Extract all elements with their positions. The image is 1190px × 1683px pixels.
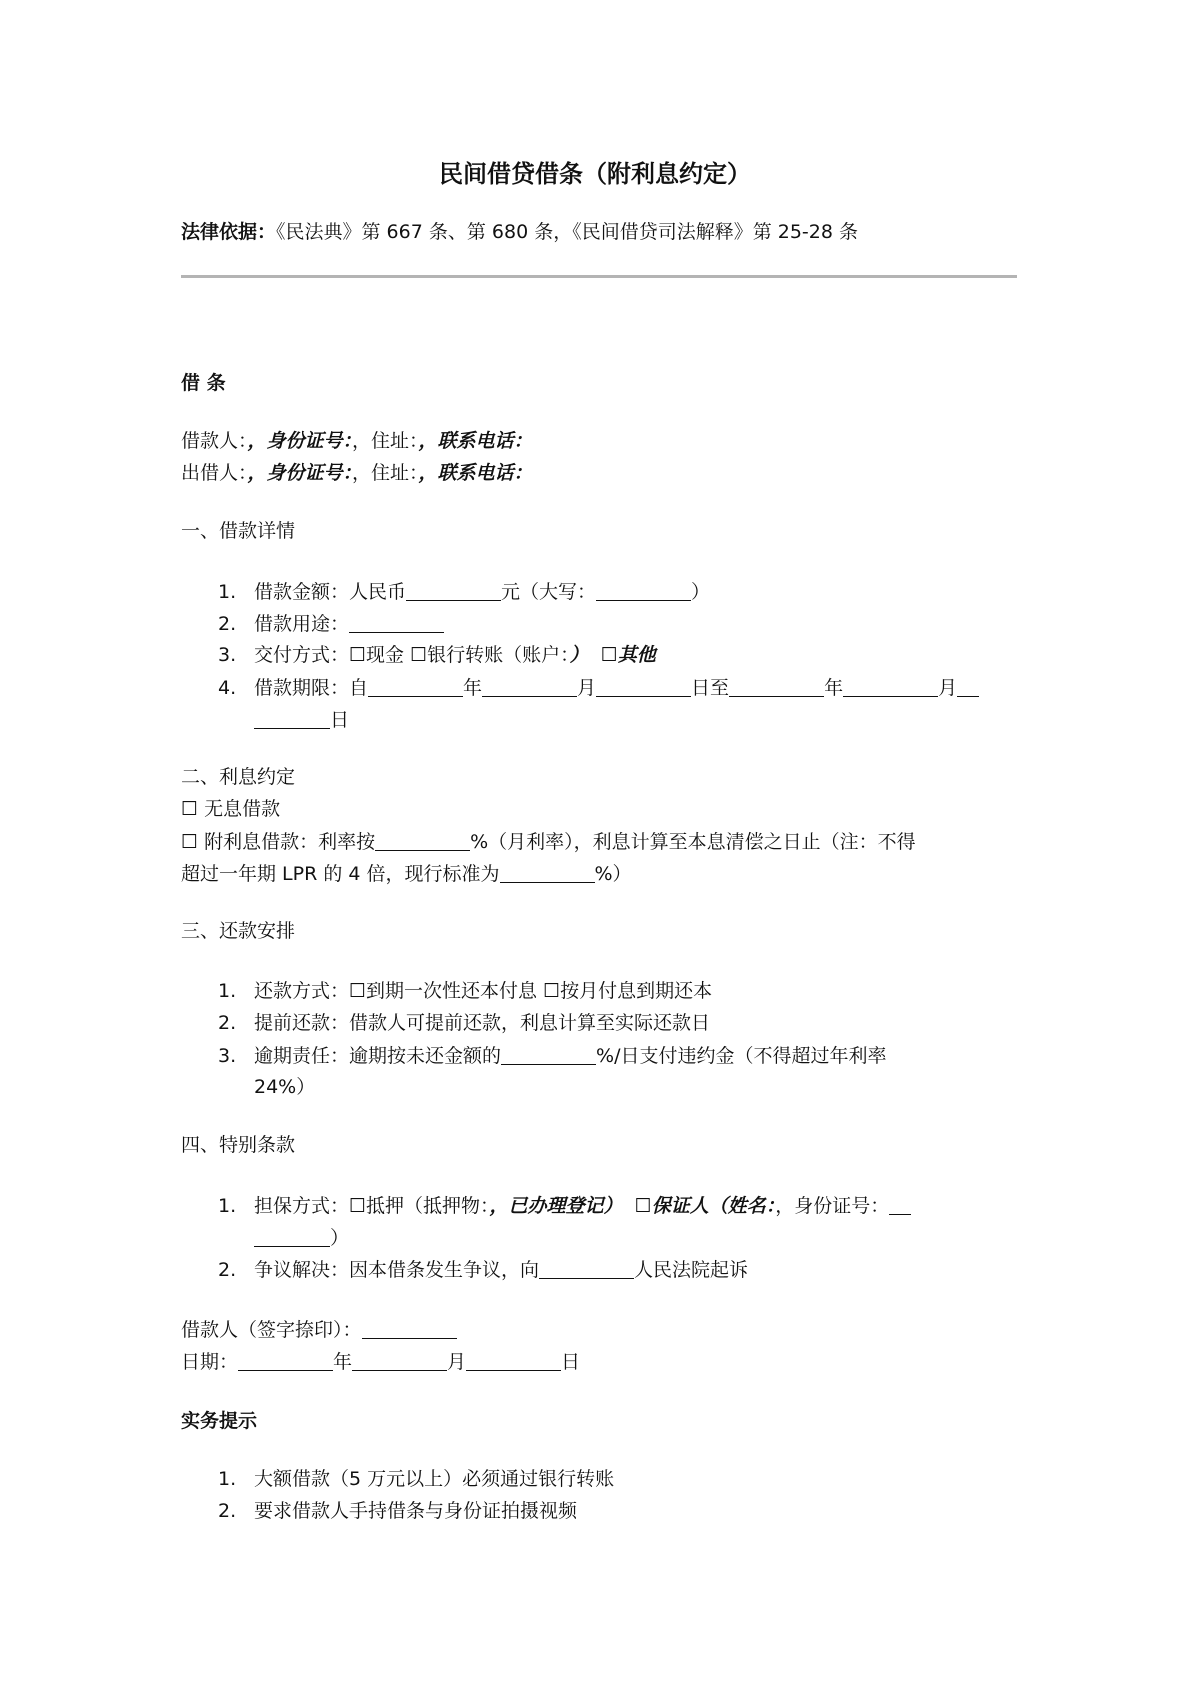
- list-text: 年: [463, 676, 483, 699]
- list-text: ☐保证人（姓名：: [634, 1194, 776, 1217]
- list-number: 2.: [218, 1258, 237, 1281]
- blank-guarantor-id-b[interactable]: [254, 1226, 330, 1247]
- list-text: %/日支付违约金（不得超过年利率: [596, 1044, 887, 1067]
- date-label: 日期：: [181, 1350, 239, 1373]
- list-item: [218, 612, 444, 636]
- list-item: [218, 1012, 710, 1035]
- lender-label: 出借人：: [181, 462, 248, 484]
- list-text: 年: [333, 1350, 353, 1373]
- signature-label: 借款人（签字捺印）：: [181, 1318, 362, 1341]
- blank-date-year[interactable]: [238, 1350, 333, 1371]
- blank-date-month[interactable]: [352, 1350, 447, 1371]
- list-text: ☐其他: [600, 644, 656, 666]
- list-text: 月: [938, 676, 958, 699]
- list-number: 3.: [218, 1044, 237, 1067]
- lender-id-label: ，身份证号：: [247, 462, 353, 484]
- blank-end-day-b[interactable]: [254, 708, 330, 729]
- signature-line: [181, 1318, 457, 1342]
- list-text: 超过一年期 LPR 的 4 倍，现行标准为: [181, 862, 500, 885]
- list-text: 借款期限：自: [254, 676, 369, 699]
- list-text: ，已办理登记）: [489, 1194, 623, 1217]
- list-text: 借款金额：人民币: [254, 580, 407, 603]
- list-text: ，身份证号：: [775, 1194, 890, 1217]
- list-number: 2.: [218, 1012, 237, 1034]
- borrower-line: [181, 430, 533, 453]
- list-text: 还款方式：☐到期一次性还本付息 ☐按月付息到期还本: [254, 980, 713, 1002]
- list-number: 1.: [218, 1468, 237, 1490]
- blank-date-day[interactable]: [466, 1350, 561, 1371]
- blank-end-day-a[interactable]: [957, 676, 979, 697]
- blank-penalty-rate[interactable]: [501, 1044, 596, 1065]
- interest-option-with: [181, 830, 916, 854]
- borrower-label: 借款人：: [181, 430, 248, 452]
- blank-guarantor-id-a[interactable]: [889, 1194, 911, 1215]
- list-number: 3.: [218, 644, 237, 666]
- lender-phone-label: ，联系电话：: [418, 462, 533, 484]
- list-number: 2.: [218, 1500, 237, 1522]
- legal-basis-text: 《民法典》第 667 条、第 680 条，《民间借贷司法解释》第 25-28 条: [276, 221, 858, 243]
- section-heading-repayment: 三、还款安排: [181, 920, 296, 942]
- blank-start-month[interactable]: [482, 676, 577, 697]
- list-item: [218, 676, 979, 700]
- list-number: 4.: [218, 676, 237, 699]
- list-number: 1.: [218, 1194, 237, 1217]
- list-item: [218, 644, 656, 667]
- blank-rate[interactable]: [375, 830, 470, 851]
- list-text: 元（大写：: [501, 580, 597, 603]
- borrower-phone-label: ，联系电话：: [418, 430, 533, 452]
- list-number: 1.: [218, 980, 237, 1002]
- list-text: 人民法院起诉: [634, 1258, 749, 1281]
- blank-signature[interactable]: [362, 1318, 457, 1339]
- list-item: [218, 1194, 911, 1218]
- list-number: 1.: [218, 580, 237, 603]
- list-item-continuation: [254, 1226, 349, 1250]
- borrower-id-label: ，身份证号：: [247, 430, 353, 452]
- lender-line: [181, 462, 533, 485]
- list-item: [218, 1258, 748, 1282]
- list-text: 日至: [691, 676, 730, 699]
- list-item-continuation: 24%）: [254, 1076, 316, 1098]
- list-text: 争议解决：因本借条发生争议，向: [254, 1258, 540, 1281]
- list-text: ）: [691, 580, 711, 603]
- list-item: [218, 1468, 614, 1491]
- list-text: %）: [594, 862, 632, 885]
- list-text: 要求借款人手持借条与身份证拍摄视频: [254, 1500, 578, 1522]
- list-number: 2.: [218, 612, 237, 635]
- document-title: 民间借贷借条（附利息约定）: [439, 160, 751, 188]
- list-text: 借款用途：: [254, 612, 350, 635]
- blank-amount[interactable]: [406, 580, 501, 601]
- list-item: [218, 580, 710, 604]
- date-line: [181, 1350, 580, 1374]
- section-heading-special: 四、特别条款: [181, 1134, 296, 1156]
- section-heading-loan-details: 一、借款详情: [181, 520, 296, 542]
- blank-start-year[interactable]: [368, 676, 463, 697]
- list-text: 日: [330, 708, 350, 731]
- section-heading-interest: 二、利息约定: [181, 766, 296, 788]
- list-item-continuation: [254, 708, 349, 732]
- list-text: 担保方式：☐抵押（抵押物：: [254, 1194, 490, 1217]
- blank-end-year[interactable]: [729, 676, 824, 697]
- blank-court[interactable]: [539, 1258, 634, 1279]
- list-item: [218, 980, 712, 1003]
- section-heading-jietiao: 借 条: [181, 372, 226, 394]
- blank-purpose[interactable]: [349, 612, 444, 633]
- list-text: 月: [447, 1350, 467, 1373]
- list-text: ）: [569, 644, 589, 666]
- blank-start-day[interactable]: [596, 676, 691, 697]
- legal-basis-label: 法律依据：: [181, 221, 277, 243]
- lender-address-label: ，住址：: [352, 462, 419, 484]
- list-text: 月: [577, 676, 597, 699]
- list-text: %（月利率），利息计算至本息清偿之日止（注：不得: [470, 830, 916, 853]
- list-text: 大额借款（5 万元以上）必须通过银行转账: [254, 1468, 615, 1490]
- interest-option-none: ☐ 无息借款: [181, 798, 281, 820]
- list-text: 年: [824, 676, 844, 699]
- list-text: 提前还款：借款人可提前还款，利息计算至实际还款日: [254, 1012, 711, 1034]
- list-text: ）: [330, 1226, 350, 1249]
- blank-amount-capital[interactable]: [596, 580, 691, 601]
- list-item: [218, 1500, 577, 1523]
- list-text: 日: [561, 1350, 581, 1373]
- blank-current-standard[interactable]: [500, 862, 595, 883]
- interest-option-with-cont: [181, 862, 632, 886]
- list-text: 逾期责任：逾期按未还金额的: [254, 1044, 502, 1067]
- list-item: [218, 1044, 886, 1068]
- legal-basis: [181, 221, 858, 244]
- list-text: ☐ 附利息借款：利率按: [181, 830, 376, 853]
- borrower-address-label: ，住址：: [352, 430, 419, 452]
- section-heading-tips: 实务提示: [181, 1410, 258, 1432]
- list-text: 交付方式：☐现金 ☐银行转账（账户：: [254, 644, 570, 666]
- horizontal-divider: [181, 275, 1017, 278]
- blank-end-month[interactable]: [843, 676, 938, 697]
